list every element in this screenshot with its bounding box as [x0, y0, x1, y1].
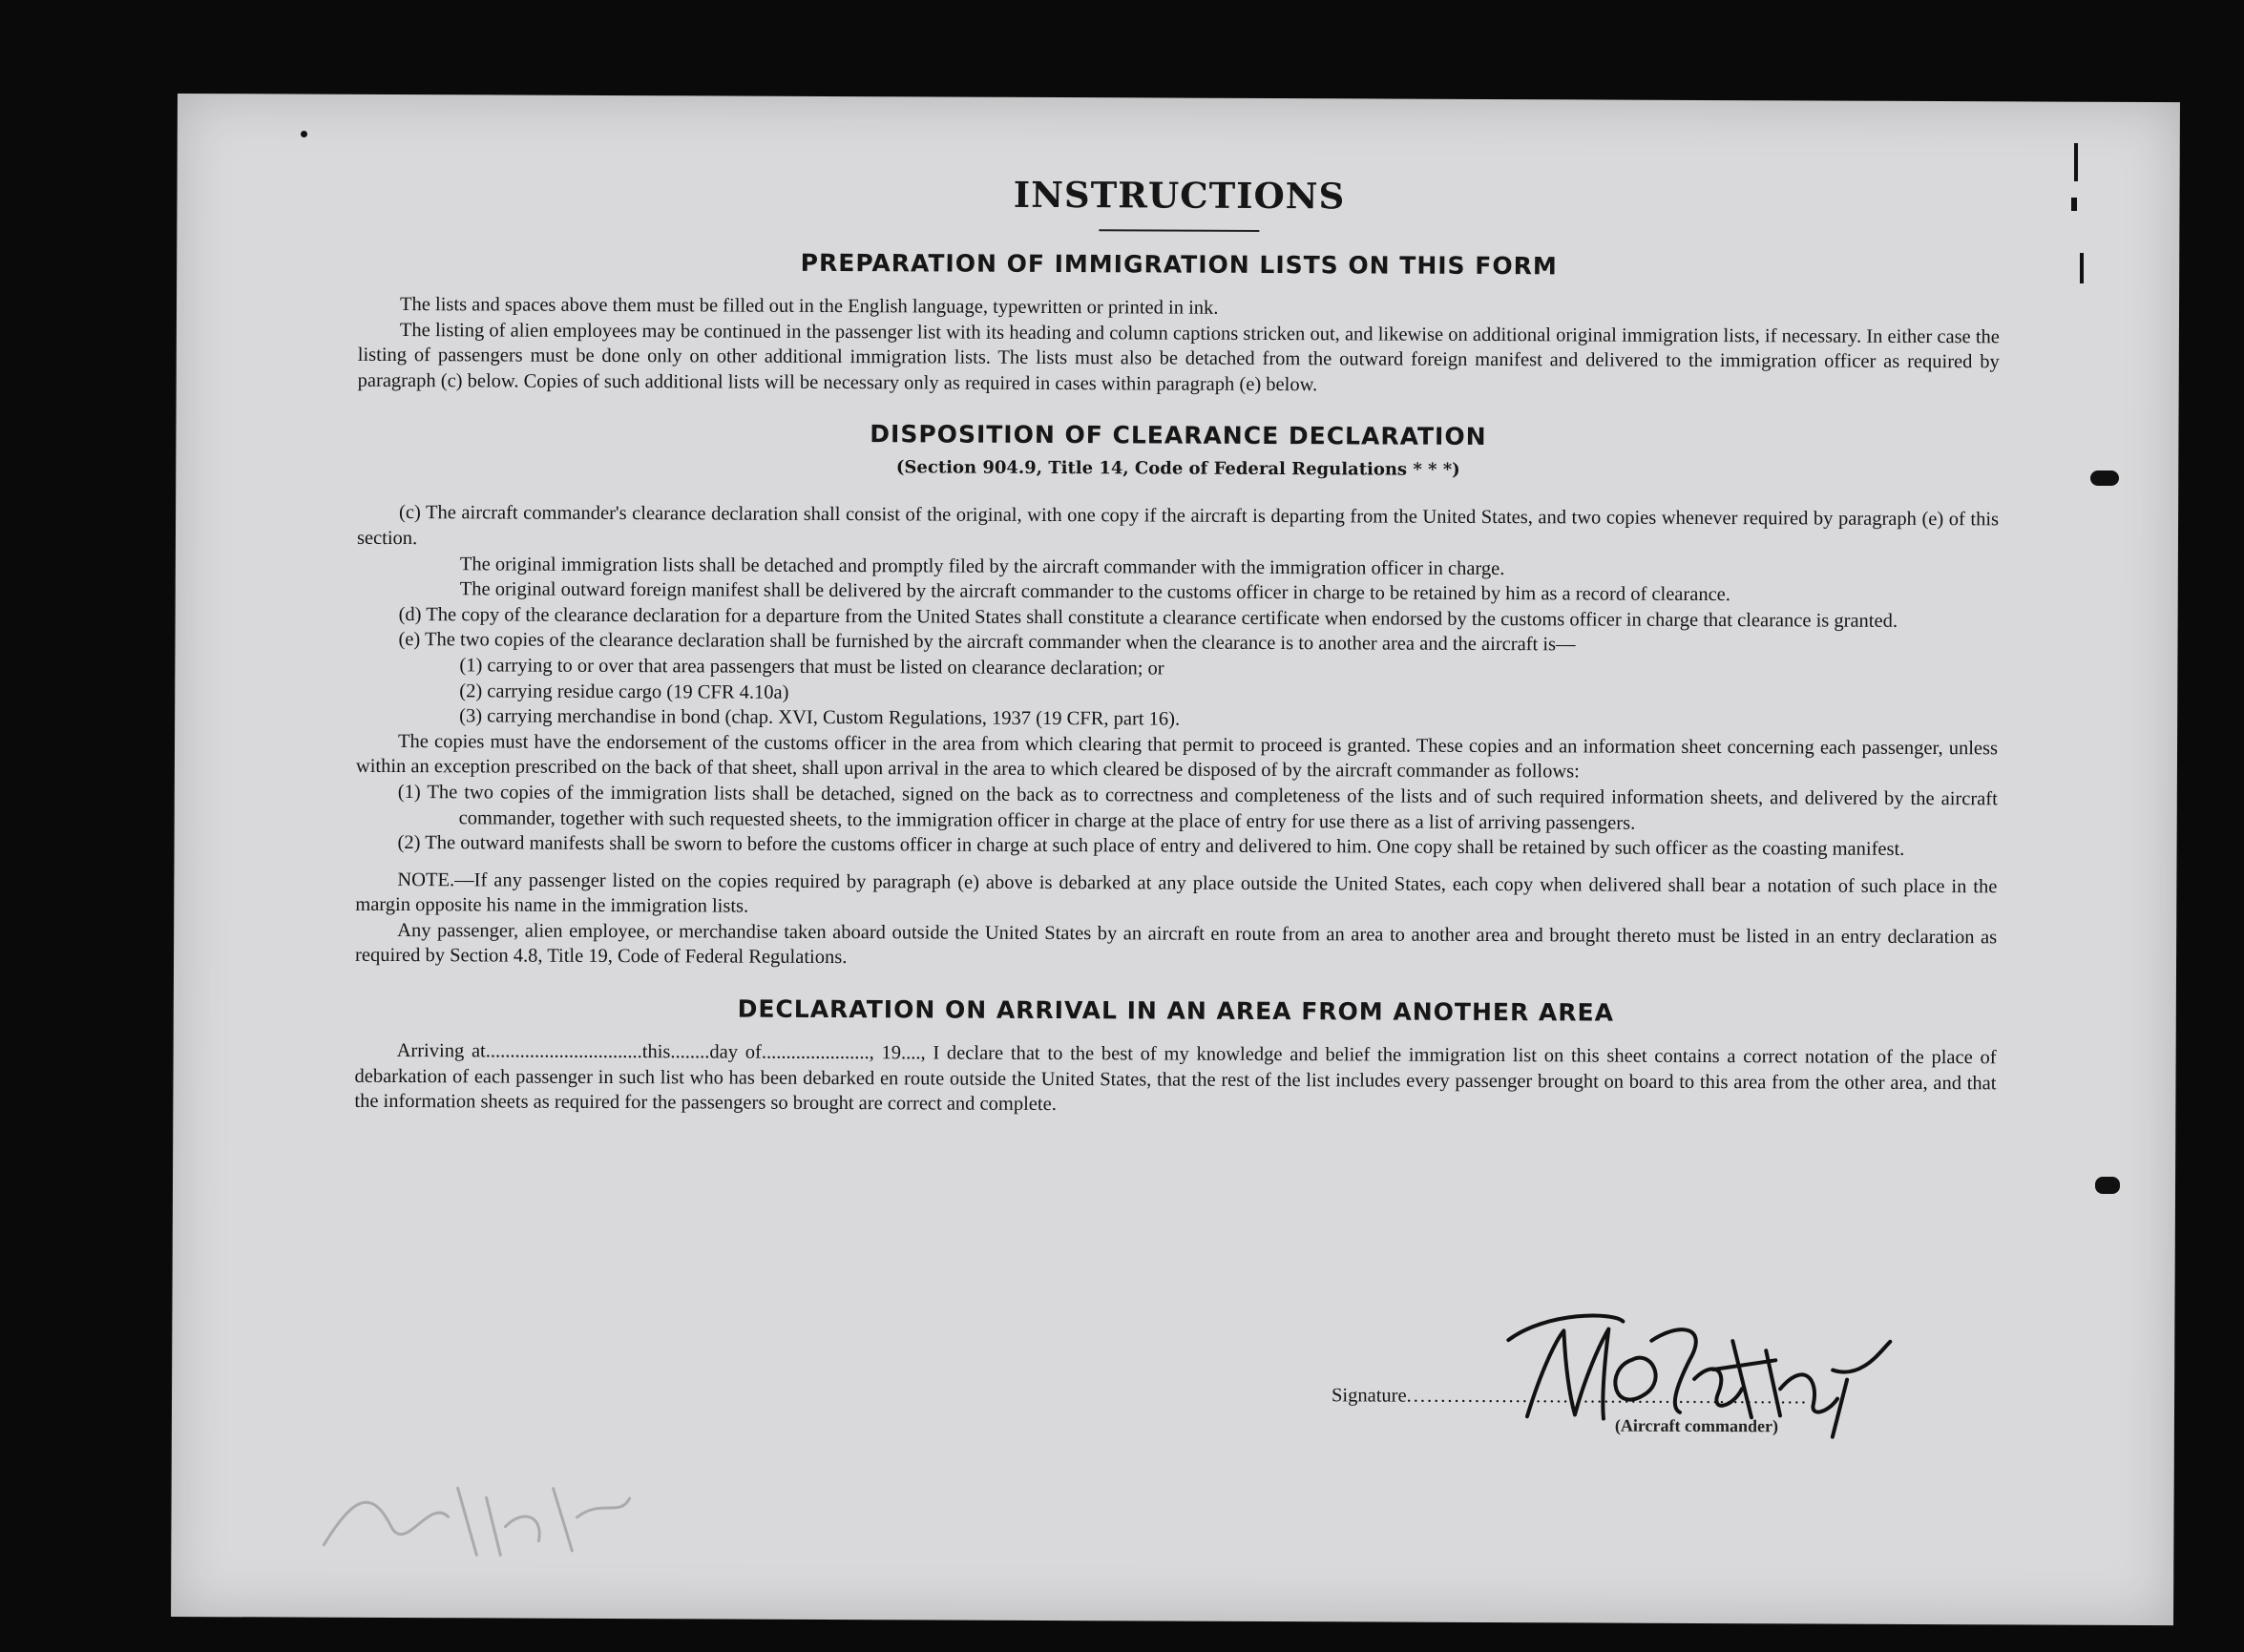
signature-dots: ...........................................................: [1406, 1385, 1809, 1409]
section-citation: (Section 904.9, Title 14, Code of Federal Regulations * * *): [895, 457, 1460, 481]
scan-mark: [301, 131, 307, 137]
paragraph-d: (d) The copy of the clearance declaration for a departure from the United States shall constitute a clearance certificate when endorsed by the customs officer in charge that clearance is granted.: [398, 603, 1898, 632]
scan-mark: [2071, 198, 2077, 211]
paragraph-e-item-2: (2) carrying residue cargo (19 CFR 4.10a): [459, 680, 789, 703]
paragraph-e-item-3: (3) carrying merchandise in bond (chap. XVI, Custom Regulations, 1937 (19 CFR, part 16).: [459, 705, 1181, 730]
scan-mark: [2080, 253, 2084, 283]
paragraph-c-outward-manifest: The original outward foreign manifest shall be delivered by the aircraft commander to the customs officer in charge to be retained by him as a record of clearance.: [459, 578, 1730, 606]
paragraph-lists-language: The lists and spaces above them must be filled out in the English language, typewritten or printed in ink.: [399, 294, 1219, 319]
title-rule: [1099, 229, 1259, 232]
paragraph-note: NOTE.—If any passenger listed on the copies required by paragraph (e) above is debarked at any place outside the United States, each copy when delivered shall bear a notation of such place in the margin opposite his name in the immigration lists.: [355, 868, 1998, 917]
document-title: INSTRUCTIONS: [1013, 173, 1346, 218]
paragraph-e-item-1: (1) carrying to or over that area passengers that must be listed on clearance declaration; or: [459, 655, 1164, 680]
section-heading-declaration: DECLARATION ON ARRIVAL IN AN AREA FROM ANOTHER AREA: [737, 994, 1615, 1027]
paragraph-copies-endorsement: The copies must have the endorsement of the customs officer in the area from which clearing that permit to proceed is granted. These copies and an information sheet concerning each passenger, unless within an exception prescribed on the back of that sheet, shall upon arrival in the area to which cleared be disposed of by the aircraft commander as follows:: [355, 730, 1999, 783]
section-heading-preparation: PREPARATION OF IMMIGRATION LISTS ON THIS FORM: [800, 248, 1558, 281]
scan-mark: [2090, 471, 2119, 486]
paragraph-arriving-declaration: Arriving at................................this........day of......................, 19...., I declare that to the best of my knowledge and belief the immigration list on this sheet contains a correct notation of the place of debarkation of each passenger in such list who has been debarked en route outside the United States, that the rest of the list includes every passenger brought on board to this area from the other area, and that the information sheets as required for the passengers so brought are correct and complete.: [354, 1040, 1997, 1116]
signature-caption: (Aircraft commander): [1614, 1415, 1779, 1436]
paragraph-disposal-item-1: (1) The two copies of the immigration lists shall be detached, signed on the back as to correctness and completeness of the lists and of such required information sheets, and delivered by the aircraft commander, together with such requested sheets, to the immigration officer in charge at the place of entry for use there as a list of arriving passengers.: [397, 781, 1998, 834]
paragraph-c-immigration-lists: The original immigration lists shall be detached and promptly filed by the aircraft commander with the immigration officer in charge.: [459, 553, 1505, 579]
paragraph-alien-employees: The listing of alien employees may be continued in the passenger list with its heading and column captions stricken out, and likewise on additional original immigration lists, if necessary. In either case the listing of passengers must be done only on other additional immigration lists. The lists must also be detached from the outward foreign manifest and delivered to the immigration officer as required by paragraph (c) below. Copies of such additional lists will be necessary only as required in cases within paragraph (e) below.: [357, 319, 2000, 395]
document-body: [354, 171, 2000, 1121]
signature-label: Signature: [1332, 1385, 1407, 1407]
paragraph-e: (e) The two copies of the clearance declaration shall be furnished by the aircraft commander when the clearance is to another area and the aircraft is—: [398, 629, 1576, 656]
paragraph-c: (c) The aircraft commander's clearance declaration shall consist of the original, with one copy if the aircraft is departing from the United States, and two copies whenever required by paragraph (e) of this section.: [356, 502, 2000, 550]
handwritten-signature: [1489, 1302, 1900, 1447]
document-page: [171, 94, 2180, 1625]
section-heading-disposition: DISPOSITION OF CLEARANCE DECLARATION: [870, 420, 1487, 451]
scan-mark: [2095, 1177, 2120, 1194]
bleed-through-signature: [314, 1459, 640, 1575]
paragraph-disposal-item-2: (2) The outward manifests shall be sworn to before the customs officer in charge at such place of entry and delivered to him. One copy shall be retained by such officer as the coasting manifest.: [397, 832, 1905, 860]
scan-mark: [2074, 143, 2078, 181]
paragraph-any-passenger: Any passenger, alien employee, or merchandise taken aboard outside the United States by an aircraft en route from an area to another area and brought thereto must be listed in an entry declaration as required by Section 4.8, Title 19, Code of Federal Regulations.: [355, 919, 1998, 969]
